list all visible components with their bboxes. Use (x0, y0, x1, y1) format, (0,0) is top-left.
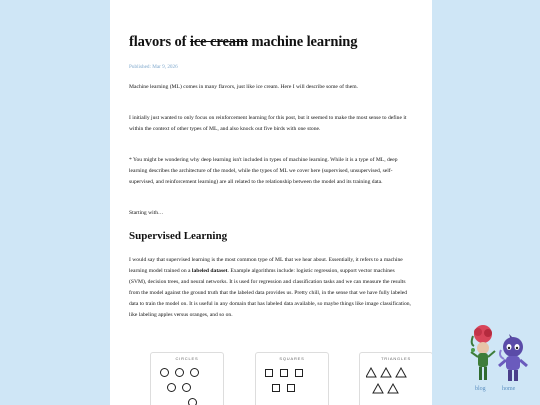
title-prefix: flavors of (129, 34, 190, 50)
labeled-dataset-term: labeled dataset (191, 268, 228, 274)
triangles-card-label: TRIANGLES (381, 356, 411, 361)
square-shape (280, 369, 288, 377)
supervised-text-pre: I would say that supervised learning is the most common type of ML that we hear about. Essentially, it refers to a machine learning model trained on a (129, 257, 403, 274)
square-shape (287, 384, 295, 392)
purple-plush-character-icon (496, 334, 530, 384)
nav-link-home[interactable]: home (502, 386, 516, 392)
circle-shape (160, 368, 169, 377)
triangle-shape (388, 384, 398, 393)
section-heading-supervised: Supervised Learning (129, 230, 228, 242)
triangle-shape (396, 368, 406, 377)
circle-shape (175, 368, 184, 377)
intro-paragraph: Machine learning (ML) comes in many flavors, just like ice cream. Here I will describe some of them. (129, 84, 358, 90)
nav-link-blog[interactable]: blog (475, 386, 486, 392)
motivation-paragraph: I initially just wanted to only focus on reinforcement learning for this post, but it seemed to make the most sense to define it within the context of other types of ML, and also knock out five birds with one stone. (129, 115, 407, 132)
square-shape (265, 369, 273, 377)
circles-card (150, 352, 224, 405)
circle-shape (190, 368, 199, 377)
squares-card (255, 352, 329, 405)
square-shape (272, 384, 280, 392)
circles-card-label: CIRCLES (175, 356, 199, 361)
circle-shape (182, 383, 191, 392)
title-suffix: machine learning (247, 34, 358, 50)
supervised-paragraph (129, 255, 411, 321)
transition-paragraph: Starting with… (129, 210, 164, 216)
squares-card-label: SQUARES (279, 356, 305, 361)
article-page (110, 0, 432, 405)
triangle-shapes (366, 367, 428, 397)
triangle-shape (381, 368, 391, 377)
deep-learning-note: * You might be wondering why deep learning isn't included in types of machine learning. While it is a type of ML, deep learning describes the architecture of the model, while the types of ML we cover here (supervised, unsupervised, self-supervised, and reinforcement learning) are all related to the relationship between the model and its training data. (129, 157, 398, 185)
square-shape (295, 369, 303, 377)
triangle-shape (373, 384, 383, 393)
triangle-shape (366, 368, 376, 377)
circle-shape (167, 383, 176, 392)
title-strikethrough: ice cream (189, 34, 248, 50)
triangles-card (359, 352, 432, 405)
page-title (129, 34, 357, 51)
circle-shape (188, 398, 197, 405)
published-date: Published: Mar 9, 2026 (129, 64, 178, 70)
supervised-text-post: . Example algorithms include: logistic regression, support vector machines (SVM), decision trees, and neural networks. It is used for regression and classification tasks and we can measure the results from the model against the ground truth that the labeled data provides us. Pretty chill, in the sense that we have fully labeled data to train the model on. It is useful in any domain that has labeled data available, so maybe things like image classification, like labeling apples versus oranges, and so on. (129, 268, 411, 318)
